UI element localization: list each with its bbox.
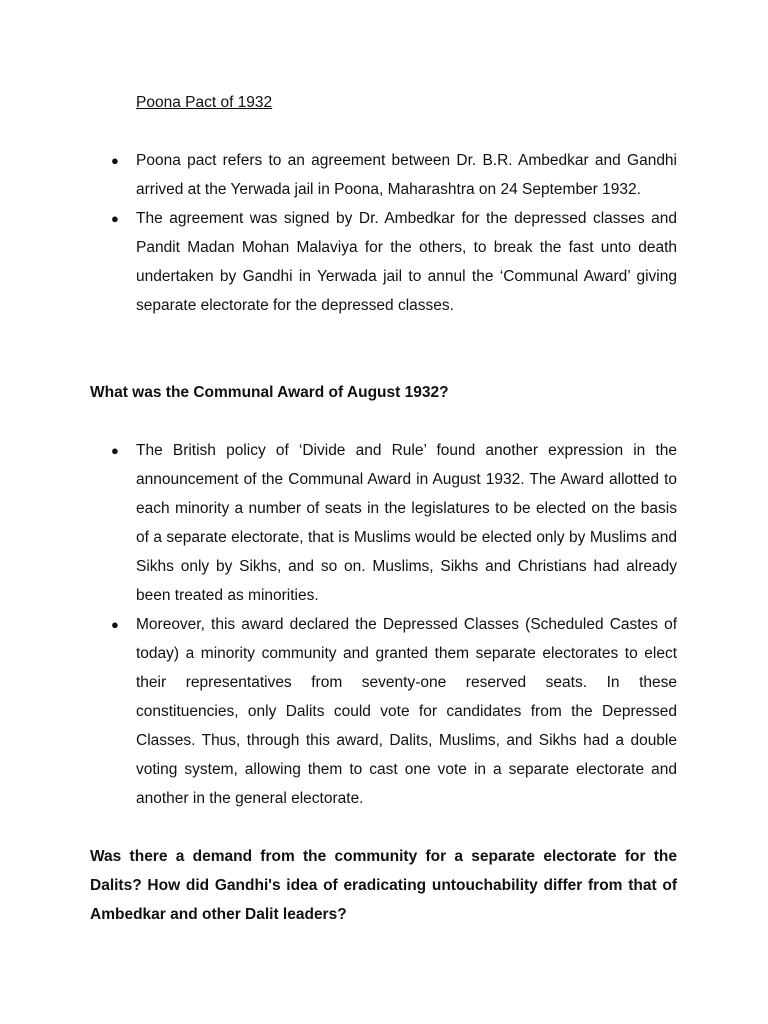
list-item-text: The British policy of ‘Divide and Rule’ found another expression in the announcement of the Communal Award in August 1932. The Award allotted to each minority a number of seats in the legislatures to be elected on the basis of a separate electorate, that is Muslims would be elected only by Muslims and Sikhs only by Sikhs, and so on. Muslims, Sikhs and Christians had already been treated as minorities. [136,442,677,604]
list-item-text: Moreover, this award declared the Depressed Classes (Scheduled Castes of today) a minority community and granted them separate electorates to elect their representatives from seventy-one reserved seats. In these constituencies, only Dalits could vote for candidates from the Depressed Classes. Thus, through this award, Dalits, Muslims, and Sikhs had a double voting system, allowing them to cast one vote in a separate electorate and another in the general electorate. [136,616,677,807]
section2-bullet-list [111,436,677,813]
list-item [111,436,677,610]
list-item [111,610,677,813]
section1-bullet-list [111,146,677,320]
bullet-icon: ● [111,617,119,632]
list-item-text: Poona pact refers to an agreement between Dr. B.R. Ambedkar and Gandhi arrived at the Yerwada jail in Poona, Maharashtra on 24 September 1932. [136,152,677,198]
document-title: Poona Pact of 1932 [136,94,273,111]
section3-heading: Was there a demand from the community for a separate electorate for the Dalits? How did Gandhi's idea of eradicating untouchability differ from that of Ambedkar and other Dalit leaders? [90,848,677,923]
section2-heading: What was the Communal Award of August 1932? [90,384,449,401]
bullet-icon: ● [111,153,119,168]
list-item [111,204,677,320]
bullet-icon: ● [111,211,119,226]
list-item-text: The agreement was signed by Dr. Ambedkar for the depressed classes and Pandit Madan Mohan Malaviya for the others, to break the fast unto death undertaken by Gandhi in Yerwada jail to annul the ‘Communal Award’ giving separate electorate for the depressed classes. [136,210,677,314]
bullet-icon: ● [111,443,119,458]
list-item [111,146,677,204]
